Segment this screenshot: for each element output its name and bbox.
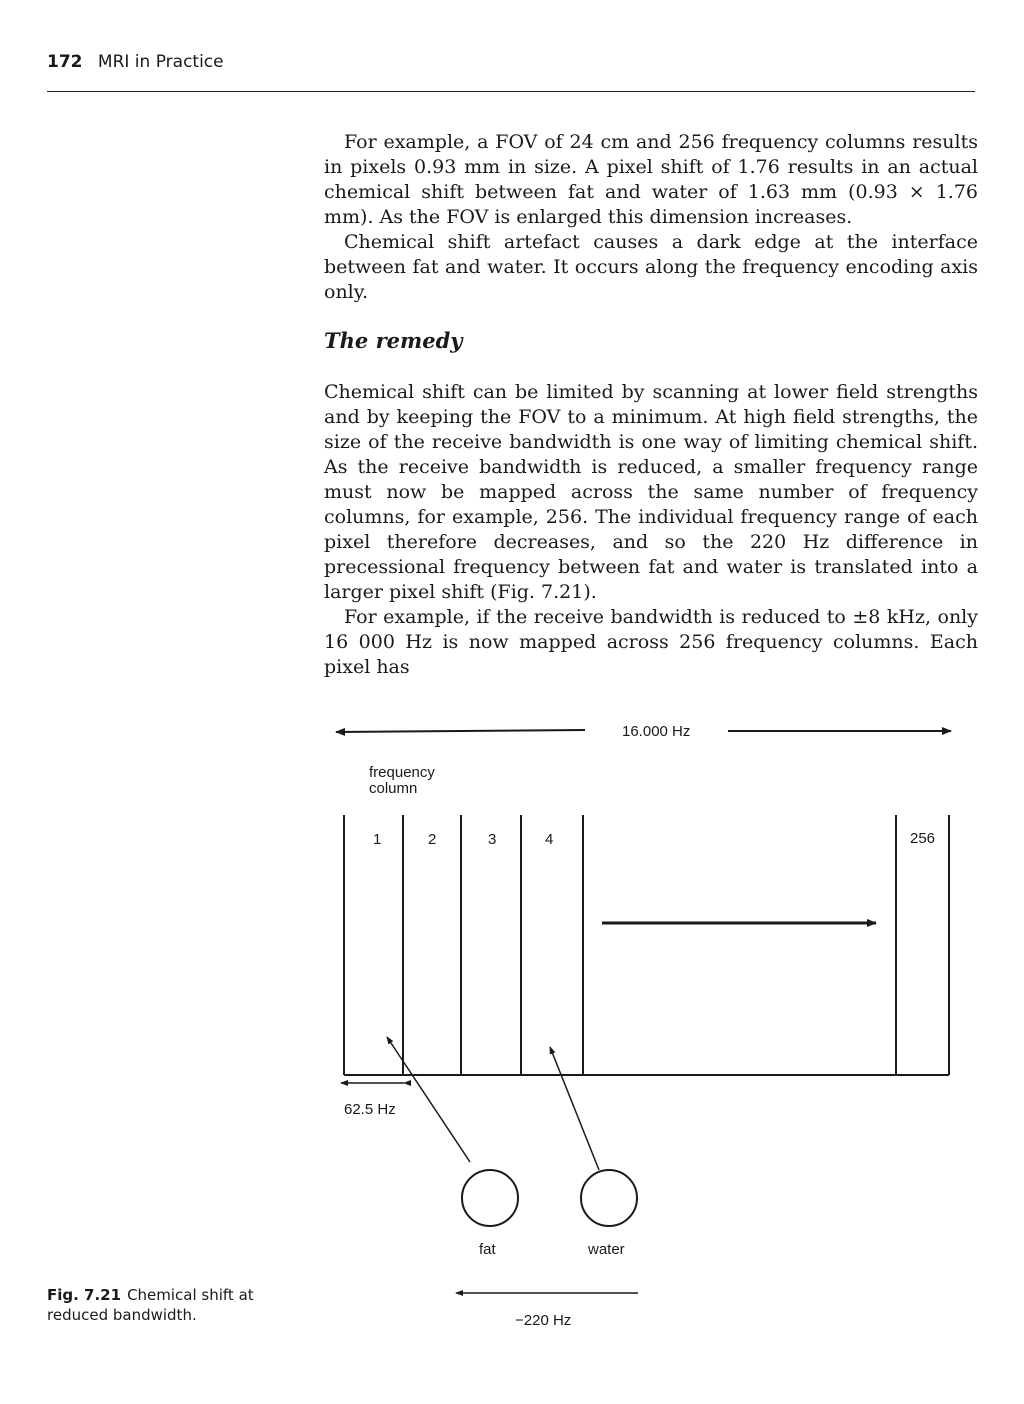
fat-pointer-arrow	[387, 1037, 470, 1162]
caption-text-line2: reduced bandwidth.	[47, 1306, 197, 1324]
paragraph: For example, if the receive bandwidth is reduced to ±8 kHz, only 16 000 Hz is now mapped across 256 frequency columns. Each pixel has	[324, 606, 978, 678]
paragraph: For example, a FOV of 24 cm and 256 frequency columns results in pixels 0.93 mm in size. A pixel shift of 1.76 results in an actual chemical shift between fat and water of 1.63 mm (0.93 × 1.76 mm). As the FOV is enlarged this dimension increases.	[324, 131, 978, 228]
column-number: 4	[545, 831, 554, 848]
running-title: MRI in Practice	[97, 52, 224, 72]
figure-label: Fig. 7.21	[47, 1286, 122, 1304]
chemical-shift-label: −220 Hz	[515, 1312, 572, 1329]
paragraph: Chemical shift artefact causes a dark edge at the interface between fat and water. It occurs along the frequency encoding axis only.	[324, 231, 978, 303]
column-number: 256	[910, 830, 936, 847]
frequency-column-grid	[344, 815, 949, 1075]
section-heading: The remedy	[324, 328, 463, 353]
caption-text-line1: Chemical shift at	[127, 1286, 254, 1304]
water-pointer-arrow	[550, 1047, 599, 1170]
fat-circle	[462, 1170, 518, 1226]
column-number: 3	[488, 831, 497, 848]
column-number: 2	[428, 831, 437, 848]
page-number: 172	[47, 52, 83, 72]
column-heading-line1: frequency	[369, 764, 435, 781]
pixel-bandwidth-label: 62.5 Hz	[344, 1101, 396, 1118]
figure-caption	[47, 1285, 307, 1325]
column-heading-line2: column	[369, 780, 418, 797]
total-bandwidth-label: 16.000 Hz	[622, 723, 691, 740]
water-label: water	[588, 1241, 625, 1258]
paragraph: Chemical shift can be limited by scanning at lower field strengths and by keeping the FOV to a minimum. At high field strengths, the size of the receive bandwidth is one way of limiting chemical shift. As the receive bandwidth is reduced, a smaller frequency range must now be mapped across the same number of frequency columns, for example, 256. The individual frequency range of each pixel therefore decreases, and so the 220 Hz difference in precessional frequency between fat and water is translated into a larger pixel shift (Fig. 7.21).	[324, 381, 978, 603]
fat-label: fat	[479, 1241, 496, 1258]
water-circle	[581, 1170, 637, 1226]
bandwidth-arrow-left	[336, 730, 585, 732]
column-number: 1	[373, 831, 382, 848]
